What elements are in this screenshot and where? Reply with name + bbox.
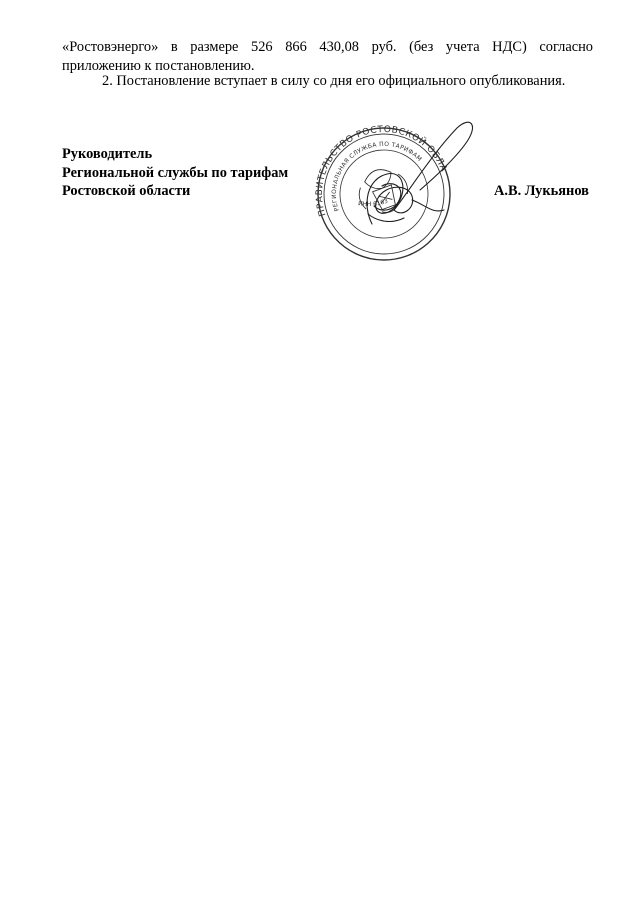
seal-outer-text: ПРАВИТЕЛЬСТВО РОСТОВСКОЙ ОБЛАСТИ	[314, 124, 449, 218]
seal-inner-text: РЕГИОНАЛЬНАЯ СЛУЖБА ПО ТАРИФАМ	[330, 140, 424, 212]
signatory-title-line1: Руководитель	[62, 146, 153, 162]
paragraph-continuation	[62, 38, 593, 76]
seal-emblem-icon	[352, 162, 413, 220]
seal-bottom-text: ИНН 6163	[357, 197, 389, 209]
seal-stamp	[312, 114, 471, 264]
signatory-title-line3: Ростовской области	[62, 183, 191, 199]
paragraph-continuation-line1: «Ростовэнерго» в размере 526 866 430,08 руб. (без учета НДС) согласно	[62, 39, 593, 55]
signatory-title	[62, 145, 288, 201]
paragraph-continuation-line2: приложению к постановлению.	[62, 58, 255, 74]
paragraph-item-2: 2. Постановление вступает в силу со дня его официального опубликования.	[102, 73, 566, 89]
signatory-name: А.В. Лукьянов	[494, 183, 589, 199]
official-seal-with-signature	[312, 114, 482, 264]
signatory-title-line2: Региональной службы по тарифам	[62, 164, 289, 181]
